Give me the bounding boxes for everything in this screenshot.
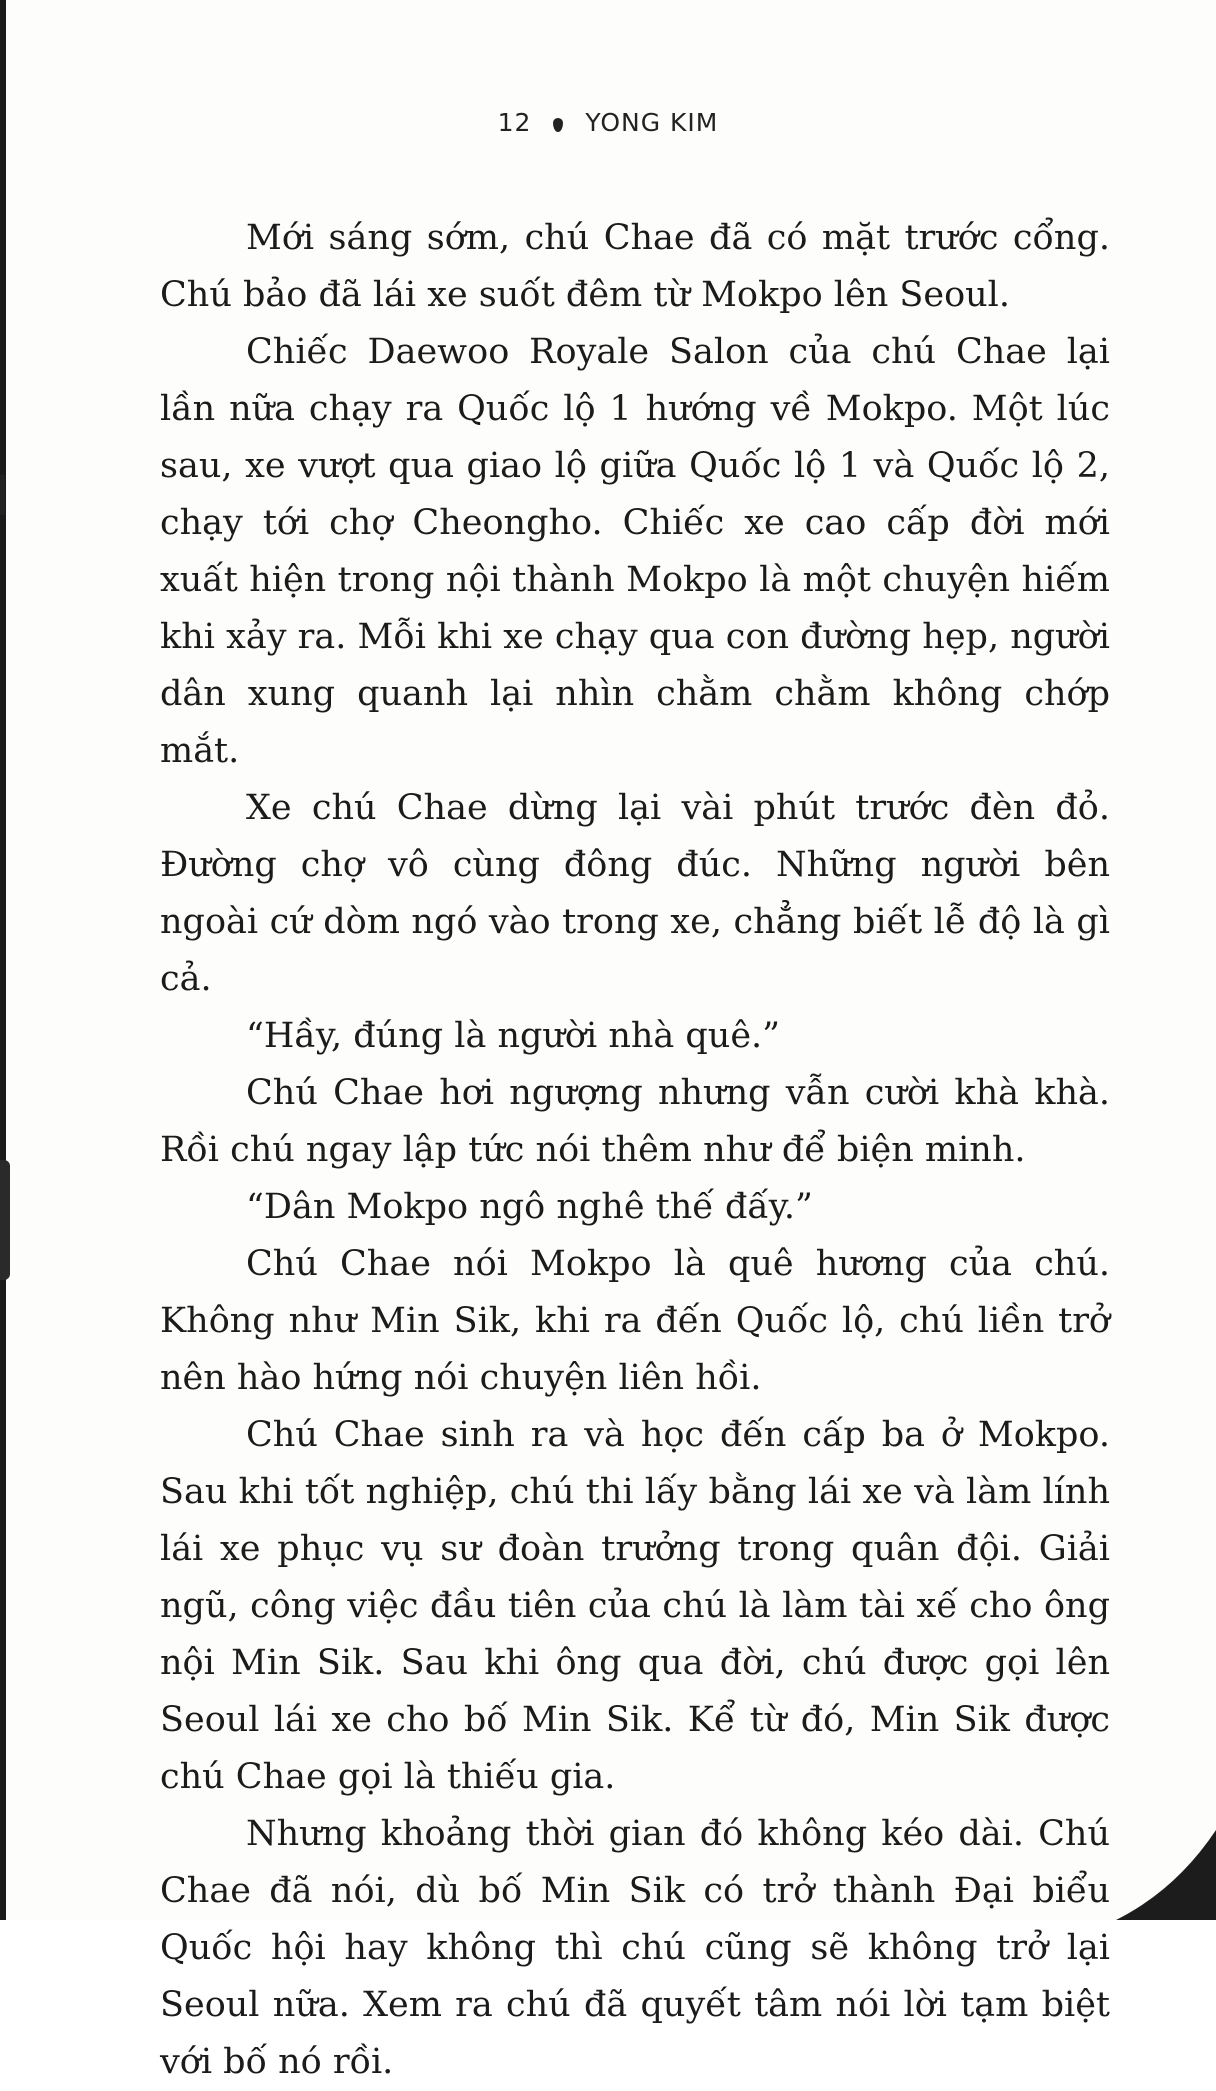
paragraph: Mới sáng sớm, chú Chae đã có mặt trước cổng. Chú bảo đã lái xe suốt đêm từ Mokpo lên Seoul.: [160, 218, 1110, 315]
author-name: YONG KIM: [585, 108, 719, 137]
page-number: 12: [497, 108, 532, 137]
paragraph: Chiếc Daewoo Royale Salon của chú Chae lại lần nữa chạy ra Quốc lộ 1 hướng về Mokpo. Một lúc sau, xe vượt qua giao lộ giữa Quốc lộ 1 và Quốc lộ 2, chạy tới chợ Cheongho. Chiếc xe cao cấp đời mới xuất hiện trong nội thành Mokpo là một chuyện hiếm khi xảy ra. Mỗi khi xe chạy qua con đường hẹp, người dân xung quanh lại nhìn chằm chằm không chớp mắt.: [160, 332, 1110, 771]
dialogue-line: “Dân Mokpo ngô nghê thế đấy.”: [246, 1187, 813, 1227]
page-edge-mark: [0, 475, 5, 515]
body-text: [160, 210, 1110, 2091]
page-left-edge-shadow: [0, 0, 6, 1920]
running-header: [0, 108, 1216, 137]
paragraph: Chú Chae nói Mokpo là quê hương của chú. Không như Min Sik, khi ra đến Quốc lộ, chú liền trở nên hào hứng nói chuyện liên hồi.: [160, 1244, 1110, 1398]
dialogue-line: “Hầy, đúng là người nhà quê.”: [246, 1016, 781, 1056]
paragraph: Chú Chae sinh ra và học đến cấp ba ở Mokpo. Sau khi tốt nghiệp, chú thi lấy bằng lái xe và làm lính lái xe phục vụ sư đoàn trưởng trong quân đội. Giải ngũ, công việc đầu tiên của chú là làm tài xế cho ông nội Min Sik. Sau khi ông qua đời, chú được gọi lên Seoul lái xe cho bố Min Sik. Kể từ đó, Min Sik được chú Chae gọi là thiếu gia.: [160, 1415, 1110, 1797]
page-edge-mark: [0, 1160, 10, 1280]
drop-ornament-icon: [553, 118, 563, 132]
page-corner-shadow: [1096, 1800, 1216, 1920]
paragraph: Chú Chae hơi ngượng nhưng vẫn cười khà khà. Rồi chú ngay lập tức nói thêm như để biện minh.: [160, 1073, 1110, 1170]
paragraph: Nhưng khoảng thời gian đó không kéo dài. Chú Chae đã nói, dù bố Min Sik có trở thành Đại biểu Quốc hội hay không thì chú cũng sẽ không trở lại Seoul nữa. Xem ra chú đã quyết tâm nói lời tạm biệt với bố nó rồi.: [160, 1814, 1110, 2082]
paragraph: Xe chú Chae dừng lại vài phút trước đèn đỏ. Đường chợ vô cùng đông đúc. Những người bên ngoài cứ dòm ngó vào trong xe, chẳng biết lễ độ là gì cả.: [160, 788, 1110, 999]
